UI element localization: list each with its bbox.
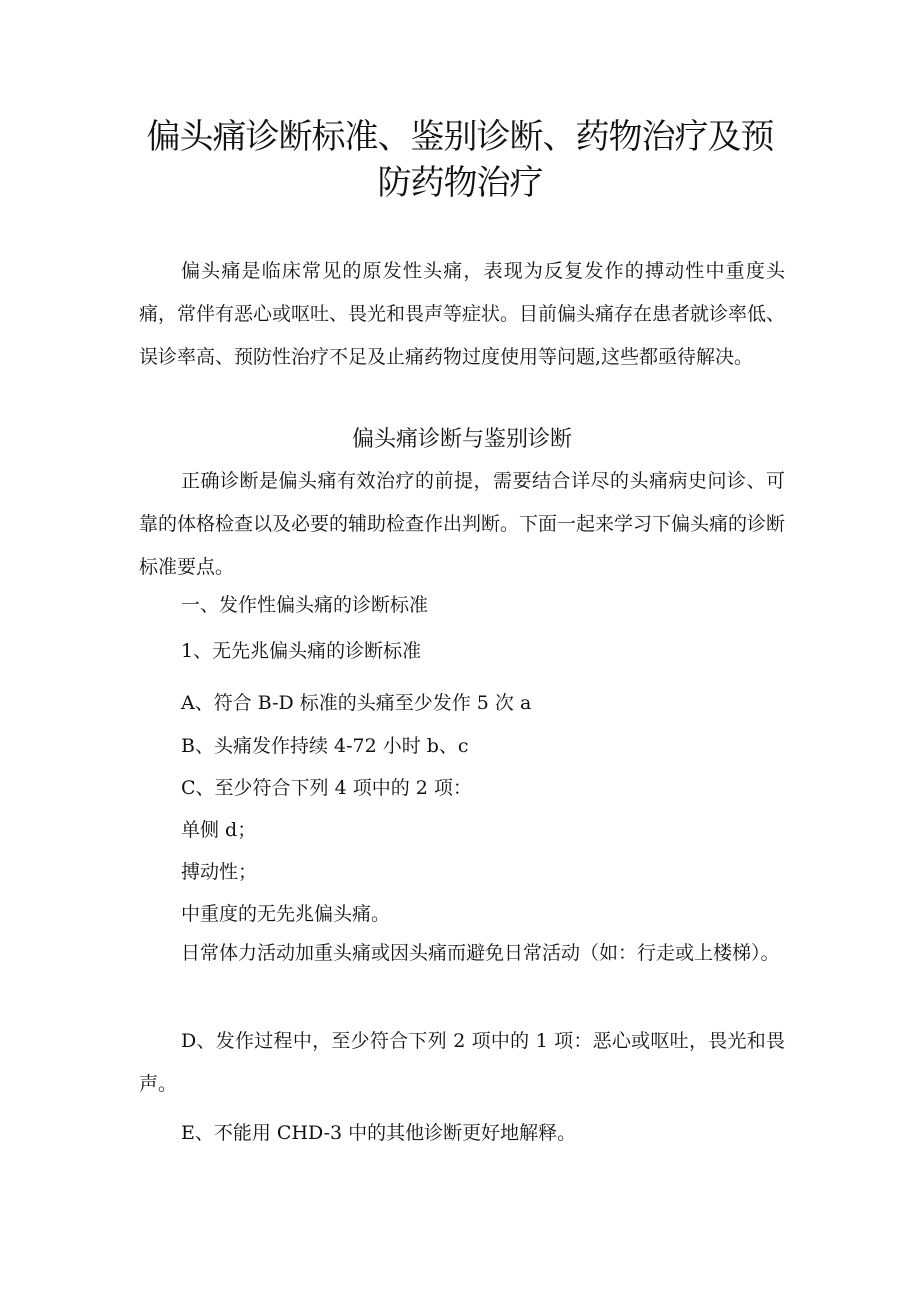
criterion-e: E、不能用 CHD-3 中的其他诊断更好地解释。 [181,1122,577,1144]
heading-migraine-without-aura-criteria: 1、无先兆偏头痛的诊断标准 [181,640,422,662]
criterion-c-item-physical-activity: 日常体力活动加重头痛或因头痛而避免日常活动（如：行走或上楼梯）。 [181,942,780,964]
intro-paragraph: 偏头痛是临床常见的原发性头痛，表现为反复发作的搏动性中重度头痛，常伴有恶心或呕吐、畏光和畏声等症状。目前偏头痛存在患者就诊率低、误诊率高、预防性治疗不足及止痛药物过度使用等问题,这些都亟待解决。 [139,260,786,368]
criterion-d: D、发作过程中，至少符合下列 2 项中的 1 项：恶心或呕吐，畏光和畏声。 [139,1030,785,1095]
criterion-c-item-moderate-severe: 中重度的无先兆偏头痛。 [181,903,391,925]
section-title: 偏头痛诊断与鉴别诊断 [351,427,572,452]
document-title-line-2: 防药物治疗 [377,163,543,203]
criterion-c-item-unilateral: 单侧 d； [181,819,257,841]
section-intro-paragraph: 正确诊断是偏头痛有效治疗的前提，需要结合详尽的头痛病史问诊、可靠的体格检查以及必要的辅助检查作出判断。下面一起来学习下偏头痛的诊断标准要点。 [139,470,786,578]
criterion-c-item-pulsating: 搏动性； [181,861,258,883]
heading-episodic-migraine-criteria: 一、发作性偏头痛的诊断标准 [181,594,429,616]
criterion-c: C、至少符合下列 4 项中的 2 项： [181,777,472,799]
criterion-b: B、头痛发作持续 4-72 小时 b、c [181,735,469,757]
criterion-a: A、符合 B-D 标准的头痛至少发作 5 次 a [181,692,532,714]
document-title-line-1: 偏头痛诊断标准、鉴别诊断、药物治疗及预 [146,117,774,157]
